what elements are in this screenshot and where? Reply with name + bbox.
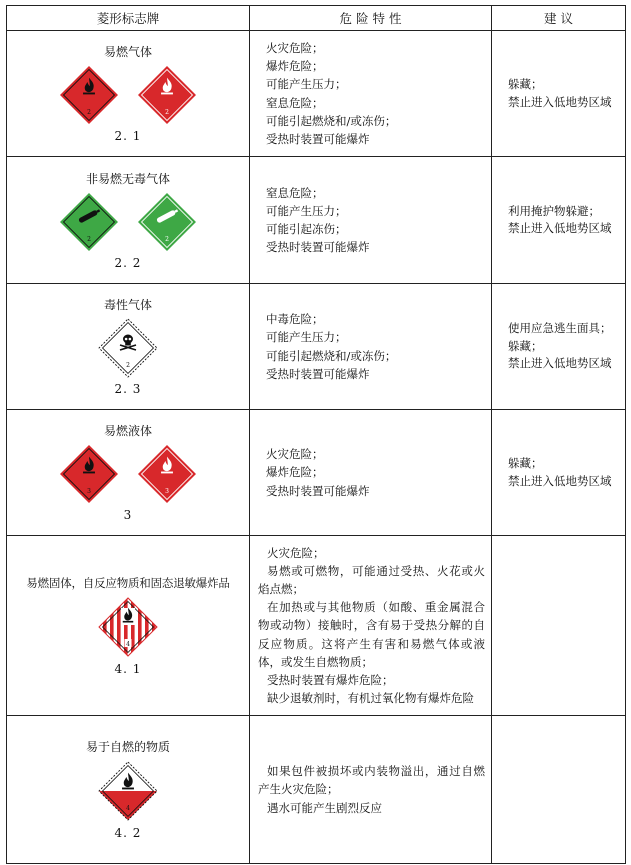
skull-crossbones-placard-icon: [98, 318, 158, 378]
placard-digit: 3: [87, 488, 91, 495]
table-row: [7, 716, 626, 864]
placard-digit: 2: [87, 235, 91, 243]
advice-line: 躲藏；: [508, 338, 543, 353]
sign-name: 易燃气体: [103, 45, 152, 59]
table-row: [7, 536, 626, 716]
sign-cell: [7, 410, 250, 536]
flammable-gas-placard-icon: [137, 65, 197, 125]
sign-cell: [7, 716, 250, 864]
sign-name: 易燃固体，自反应物质和固态退敏爆炸品: [26, 576, 230, 590]
hazard-cell: [250, 284, 492, 410]
placard-digit: 2: [126, 362, 130, 369]
hazard-line: 受热时装置有爆炸危险；: [267, 673, 394, 687]
hazard-line: 受热时装置可能爆炸: [266, 483, 370, 498]
spontaneous-combustion-placard-icon: [97, 760, 159, 822]
hazard-line: 窒息危险；: [266, 185, 324, 200]
sign-cell: [7, 284, 250, 410]
gas-cylinder-placard-icon: [137, 192, 197, 252]
advice-cell: [492, 284, 626, 410]
sign-code: 4. 2: [114, 826, 142, 840]
header-sign: 菱形标志牌: [7, 6, 250, 31]
hazard-cell: [250, 536, 492, 716]
advice-line: 躲藏；: [508, 77, 543, 91]
hazard-line: 可能产生压力；: [266, 330, 347, 345]
hazard-line: 可能引起燃烧和/或冻伤；: [266, 348, 397, 363]
hazard-placard-table: [6, 5, 626, 864]
table-row: [7, 410, 626, 536]
hazard-line: 易燃或可燃物，可能通过受热、火花或火焰点燃；: [258, 563, 485, 596]
sign-name: 毒性气体: [103, 298, 152, 312]
advice-cell: [492, 157, 626, 284]
hazard-line: 受热时装置可能爆炸: [266, 366, 370, 381]
hazard-line: 在加热或与其他物质（如酸、重金属混合物或动物）接触时，含有易于受热分解的自反应物质。这将产生有害和易燃气体或液体，或发生自燃物质；: [258, 600, 485, 669]
placard-digit: 3: [165, 488, 169, 495]
header-advice: 建 议: [492, 6, 626, 31]
hazard-line: 火灾危险；: [266, 447, 324, 462]
hazard-cell: [250, 716, 492, 864]
advice-cell: [492, 410, 626, 536]
placard-digit: 2: [165, 109, 169, 116]
hazard-line: 受热时装置可能爆炸: [266, 131, 370, 146]
header-hazard: 危 险 特 性: [250, 6, 492, 31]
hazard-line: 缺少退敏剂时，有机过氧化物有爆炸危险: [267, 691, 474, 706]
gas-cylinder-placard-icon: [59, 192, 119, 252]
sign-code: 3: [123, 508, 133, 522]
hazard-line: 遇水可能产生剧烈反应: [267, 800, 382, 815]
table-row: [7, 31, 626, 157]
hazard-line: 爆炸危险；: [266, 59, 324, 74]
hazard-line: 中毒危险；: [266, 312, 324, 327]
sign-cell: [7, 31, 250, 157]
advice-line: 禁止进入低地势区域: [508, 221, 612, 235]
advice-line: 禁止进入低地势区域: [508, 94, 612, 109]
hazard-line: 受热时装置可能爆炸: [266, 240, 370, 255]
advice-line: 禁止进入低地势区域: [508, 473, 612, 488]
sign-cell: [7, 157, 250, 284]
placard-digit: 4: [126, 641, 130, 648]
hazard-cell: [250, 31, 492, 157]
sign-cell: [7, 536, 250, 716]
placard-digit: 4: [126, 805, 130, 812]
sign-code: 2. 1: [114, 129, 142, 143]
sign-code: 2. 2: [114, 255, 142, 270]
hazard-line: 可能产生压力；: [266, 203, 347, 218]
hazard-cell: [250, 410, 492, 536]
advice-line: 躲藏；: [508, 456, 543, 470]
hazard-line: 可能引起冻伤；: [266, 222, 347, 236]
hazard-line: 如果包件被损坏或内装物溢出，通过自燃产生火灾危险；: [258, 764, 485, 797]
hazard-cell: [250, 157, 492, 284]
placard-digit: 2: [165, 235, 169, 243]
sign-name: 易于自燃的物质: [85, 740, 170, 754]
hazard-line: 窒息危险；: [266, 95, 324, 110]
flammable-liquid-placard-icon: [137, 444, 197, 504]
sign-name: 易燃液体: [103, 424, 152, 438]
hazard-line: 可能产生压力；: [266, 77, 347, 92]
hazard-line: 火灾危险；: [267, 545, 325, 560]
advice-cell-empty: [492, 536, 626, 716]
table-row: [7, 284, 626, 410]
sign-code: 4. 1: [114, 662, 142, 676]
hazard-line: 火灾危险；: [266, 40, 324, 55]
advice-cell: [492, 31, 626, 157]
table-header-row: [7, 6, 626, 31]
flammable-gas-placard-icon: [59, 65, 119, 125]
flammable-liquid-placard-icon: [59, 444, 119, 504]
sign-name: 非易燃无毒气体: [85, 171, 170, 186]
advice-cell-empty: [492, 716, 626, 864]
hazard-line: 爆炸危险；: [266, 465, 324, 480]
hazard-line: 可能引起燃烧和/或冻伤；: [266, 113, 397, 128]
placard-digit: 2: [87, 109, 91, 116]
advice-line: 利用掩护物躲避；: [508, 203, 600, 218]
advice-line: 使用应急逃生面具；: [508, 321, 612, 336]
sign-code: 2. 3: [114, 382, 142, 396]
table-row: [7, 157, 626, 284]
advice-line: 禁止进入低地势区域: [508, 356, 612, 371]
flammable-solid-placard-icon: [97, 596, 159, 658]
